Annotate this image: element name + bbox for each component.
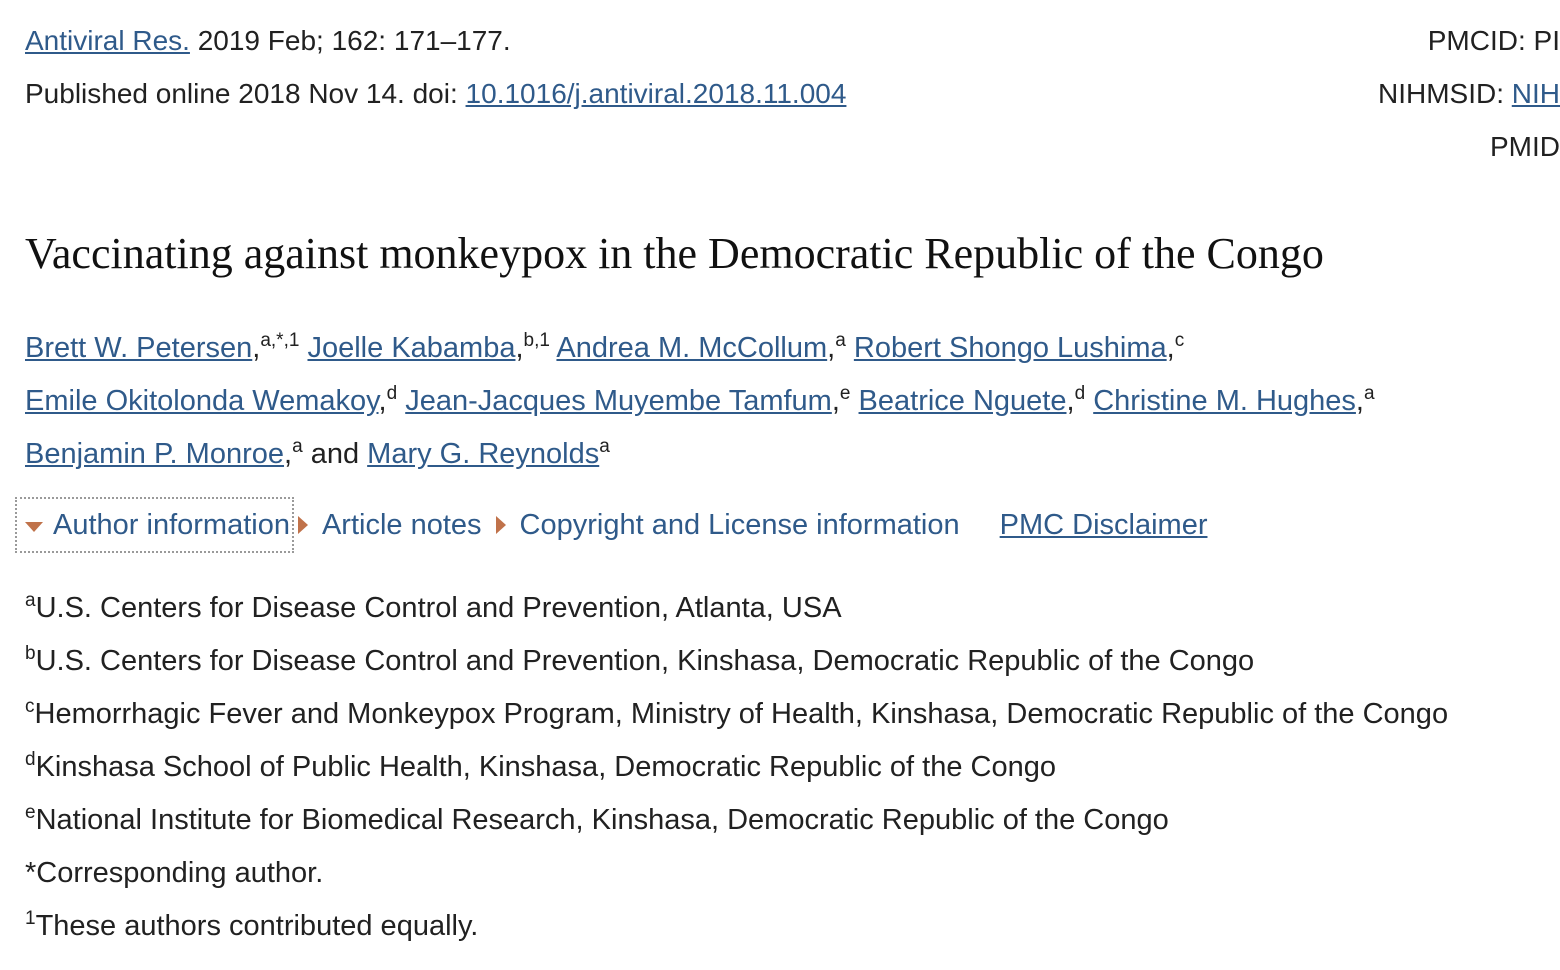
pmcid-row xyxy=(1378,22,1560,75)
pmid-label: PMID xyxy=(1490,131,1560,162)
tab-author-information[interactable] xyxy=(15,497,294,553)
author-link[interactable]: Jean-Jacques Muyembe Tamfum xyxy=(405,385,832,417)
published-date: Published online 2018 Nov 14. doi: xyxy=(25,78,466,109)
affiliation-sup: c xyxy=(25,696,35,717)
affiliation-text: National Institute for Biomedical Research, Kinshasa, Democratic Republic of the Congo xyxy=(35,804,1169,836)
affiliation-text: Hemorrhagic Fever and Monkeypox Program, Ministry of Health, Kinshasa, Democratic Republic of the Congo xyxy=(34,698,1449,730)
article-identifiers xyxy=(1378,22,1560,181)
tab-article-notes[interactable] xyxy=(298,497,482,553)
pmc-disclaimer-link[interactable]: PMC Disclaimer xyxy=(999,508,1208,541)
author-link[interactable]: Christine M. Hughes xyxy=(1093,385,1356,417)
nihmsid-row xyxy=(1378,75,1560,128)
author-link[interactable]: Mary G. Reynolds xyxy=(367,438,600,470)
affiliation-sup: a xyxy=(25,590,36,611)
affiliation-item xyxy=(25,635,1448,688)
tab-copyright-license-label: Copyright and License information xyxy=(519,508,960,541)
affiliation-text: U.S. Centers for Disease Control and Prevention, Kinshasa, Democratic Republic of the Congo xyxy=(35,645,1255,677)
equal-contribution-text: These authors contributed equally. xyxy=(35,910,479,942)
pmcid-value: PI xyxy=(1533,25,1560,56)
author-affiliation-sup: a,*,1 xyxy=(260,330,300,351)
affiliation-item xyxy=(25,582,1448,635)
author-affiliation-sup: c xyxy=(1174,330,1185,351)
affiliation-text: U.S. Centers for Disease Control and Prevention, Atlanta, USA xyxy=(35,592,842,624)
affiliation-text: Kinshasa School of Public Health, Kinshasa, Democratic Republic of the Congo xyxy=(35,751,1056,783)
authors-and: and xyxy=(302,438,368,470)
author-affiliation-sup: b,1 xyxy=(523,330,550,351)
author-link[interactable]: Beatrice Nguete xyxy=(858,385,1067,417)
author-affiliation-sup: d xyxy=(1074,383,1086,404)
author-link[interactable]: Benjamin P. Monroe xyxy=(25,438,285,470)
tab-article-notes-label: Article notes xyxy=(321,508,482,541)
corresponding-author-note: *Corresponding author. xyxy=(25,857,324,889)
affiliation-item xyxy=(25,794,1448,847)
author-list: Brett W. Petersen,$^{a,*,1}$ Joelle Kabamba,$^{b,1}$ Andrea M. McCollum,$^a$ Robert Shongo Lushima,$^c$ Emile Okitolonda Wemakoy,$^d$ Jean-Jacques Muyembe Tamfum,$^e$ Beatrice Nguete,$^d$ Christine M. Hughes,$^a$ Benjamin P. Monroe,$^a$ and Mary G. Reynolds$^a$ xyxy=(25,330,1375,470)
published-line xyxy=(25,75,846,128)
nihmsid-label: NIHMSID: xyxy=(1377,78,1512,109)
pmid-row xyxy=(1378,128,1560,181)
affiliation-item xyxy=(25,688,1448,741)
author-link[interactable]: Brett W. Petersen xyxy=(25,332,253,364)
affiliation-sup: d xyxy=(25,749,36,770)
author-affiliation-sup: a xyxy=(835,330,846,351)
journal-line xyxy=(25,22,846,75)
article-title: Vaccinating against monkeypox in the Democratic Republic of the Congo xyxy=(25,229,1324,278)
article-info-tabs xyxy=(15,497,1207,553)
author-affiliation-sup: a xyxy=(599,436,610,457)
affiliation-sup: e xyxy=(25,802,36,823)
author-affiliation-sup: e xyxy=(839,383,851,404)
expand-arrow-down-icon xyxy=(25,522,43,532)
author-link[interactable]: Emile Okitolonda Wemakoy xyxy=(25,385,379,417)
equal-contribution-note xyxy=(25,900,1448,953)
author-link[interactable]: Andrea M. McCollum xyxy=(556,332,828,364)
journal-issue: 2019 Feb; 162: 171–177. xyxy=(189,25,511,56)
affiliations-panel xyxy=(25,582,1448,953)
collapse-arrow-right-icon xyxy=(496,516,506,534)
affiliation-sup: b xyxy=(25,643,36,664)
author-link[interactable]: Robert Shongo Lushima xyxy=(853,332,1167,364)
author-link[interactable]: Joelle Kabamba xyxy=(307,332,516,364)
equal-contribution-sup: 1 xyxy=(25,908,36,929)
doi-link[interactable]: 10.1016/j.antiviral.2018.11.004 xyxy=(465,78,847,109)
citation-block xyxy=(25,22,846,128)
author-affiliation-sup: a xyxy=(292,436,303,457)
pmcid-label: PMCID: xyxy=(1427,25,1534,56)
nihmsid-link[interactable]: NIH xyxy=(1511,78,1560,109)
collapse-arrow-right-icon xyxy=(298,516,308,534)
author-affiliation-sup: d xyxy=(386,383,398,404)
tab-author-information-label: Author information xyxy=(53,508,290,541)
author-affiliation-sup: a xyxy=(1363,383,1375,404)
affiliation-item xyxy=(25,741,1448,794)
journal-link[interactable]: Antiviral Res. xyxy=(25,25,190,56)
tab-copyright-license[interactable] xyxy=(496,497,960,553)
